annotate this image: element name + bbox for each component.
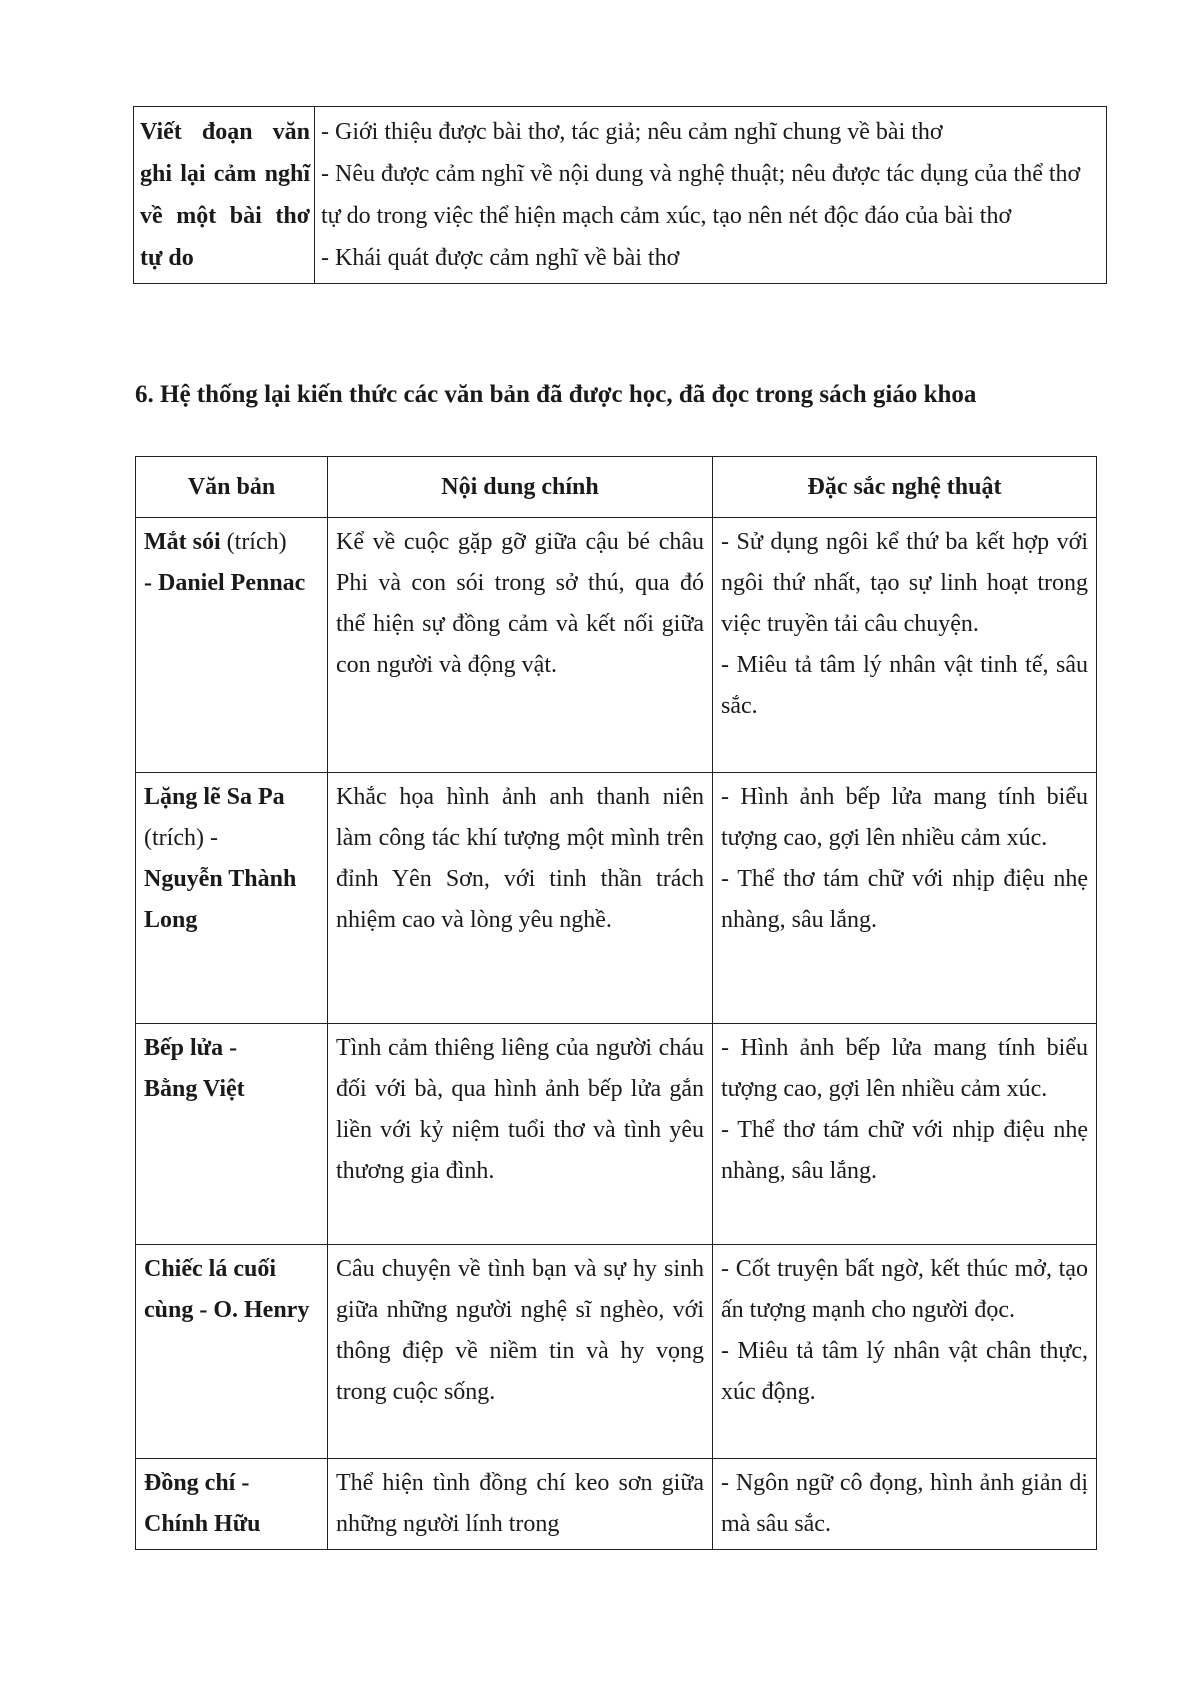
text-title: Lặng lẽ Sa Pa [144, 784, 285, 810]
art-cell [713, 773, 1097, 1024]
art-cell [713, 1245, 1097, 1459]
art-line: - Thể thơ tám chữ với nhịp điệu nhẹ nhàng, sâu lắng. [721, 866, 1088, 933]
table-row [136, 1459, 1097, 1550]
text-title: Đồng chí - [144, 1470, 250, 1496]
criteria-line: - Giới thiệu được bài thơ, tác giả; nêu cảm nghĩ chung về bài thơ [321, 119, 943, 145]
text-title: Bếp lửa - [144, 1035, 238, 1061]
text-author: Chính Hữu [144, 1511, 261, 1537]
table-header-row [136, 457, 1097, 518]
content-cell: Kể về cuộc gặp gỡ giữa cậu bé châu Phi và con sói trong sở thú, qua đó thể hiện sự đồng cảm và kết nối giữa con người và động vật. [328, 518, 713, 773]
text-title-note: (trích) - [144, 825, 218, 851]
header-content: Nội dung chính [328, 457, 713, 518]
table-row [136, 1245, 1097, 1459]
text-author: Bằng Việt [144, 1076, 245, 1102]
table-row [136, 518, 1097, 773]
criteria-line: - Khái quát được cảm nghĩ về bài thơ [321, 245, 680, 271]
text-author: Nguyễn Thành Long [144, 866, 297, 933]
content-cell: Tình cảm thiêng liêng của người cháu đối với bà, qua hình ảnh bếp lửa gắn liền với kỷ niệm tuổi thơ và tình yêu thương gia đình. [328, 1024, 713, 1245]
art-line: - Miêu tả tâm lý nhân vật tinh tế, sâu sắc. [721, 652, 1088, 719]
art-cell [713, 518, 1097, 773]
table-row [134, 107, 1107, 284]
text-title: Mắt sói [144, 529, 221, 555]
art-cell [713, 1024, 1097, 1245]
texts-summary-table [135, 456, 1097, 1550]
content-cell: Thể hiện tình đồng chí keo sơn giữa những người lính trong [328, 1459, 713, 1550]
text-title-cell [136, 1459, 328, 1550]
criteria-line: - Nêu được cảm nghĩ về nội dung và nghệ thuật; nêu được tác dụng của thể thơ tự do trong việc thể hiện mạch cảm xúc, tạo nên nét độc đáo của bài thơ [321, 161, 1081, 229]
art-line: - Cốt truyện bất ngờ, kết thúc mở, tạo ấn tượng mạnh cho người đọc. [721, 1256, 1088, 1323]
text-title-cell [136, 773, 328, 1024]
section-heading: 6. Hệ thống lại kiến thức các văn bản đã được học, đã đọc trong sách giáo khoa [135, 381, 977, 408]
text-title-cell: Chiếc lá cuối cùng - O. Henry [136, 1245, 328, 1459]
header-text: Văn bản [136, 457, 328, 518]
art-line: - Sử dụng ngôi kể thứ ba kết hợp với ngôi thứ nhất, tạo sự linh hoạt trong việc truyền tải câu chuyện. [721, 529, 1088, 637]
text-title-cell [136, 518, 328, 773]
art-line: - Hình ảnh bếp lửa mang tính biểu tượng cao, gợi lên nhiều cảm xúc. [721, 1035, 1088, 1102]
task-cell: Viết đoạn văn ghi lại cảm nghĩ về một bài thơ tự do [134, 107, 315, 284]
art-line: - Thể thơ tám chữ với nhịp điệu nhẹ nhàng, sâu lắng. [721, 1117, 1088, 1184]
text-title-cell [136, 1024, 328, 1245]
table-row [136, 1024, 1097, 1245]
essay-criteria-table [133, 106, 1107, 284]
art-line: - Miêu tả tâm lý nhân vật chân thực, xúc động. [721, 1338, 1088, 1405]
content-cell: Khắc họa hình ảnh anh thanh niên làm công tác khí tượng một mình trên đỉnh Yên Sơn, với tinh thần trách nhiệm cao và lòng yêu nghề. [328, 773, 713, 1024]
art-line: - Ngôn ngữ cô đọng, hình ảnh giản dị mà sâu sắc. [721, 1470, 1088, 1537]
table-row [136, 773, 1097, 1024]
content-cell: Câu chuyện về tình bạn và sự hy sinh giữa những người nghệ sĩ nghèo, với thông điệp về niềm tin và hy vọng trong cuộc sống. [328, 1245, 713, 1459]
text-author: - Daniel Pennac [144, 570, 306, 596]
art-cell [713, 1459, 1097, 1550]
criteria-cell [315, 107, 1107, 284]
text-title-note: (trích) [220, 529, 287, 555]
header-art: Đặc sắc nghệ thuật [713, 457, 1097, 518]
art-line: - Hình ảnh bếp lửa mang tính biểu tượng cao, gợi lên nhiều cảm xúc. [721, 784, 1088, 851]
